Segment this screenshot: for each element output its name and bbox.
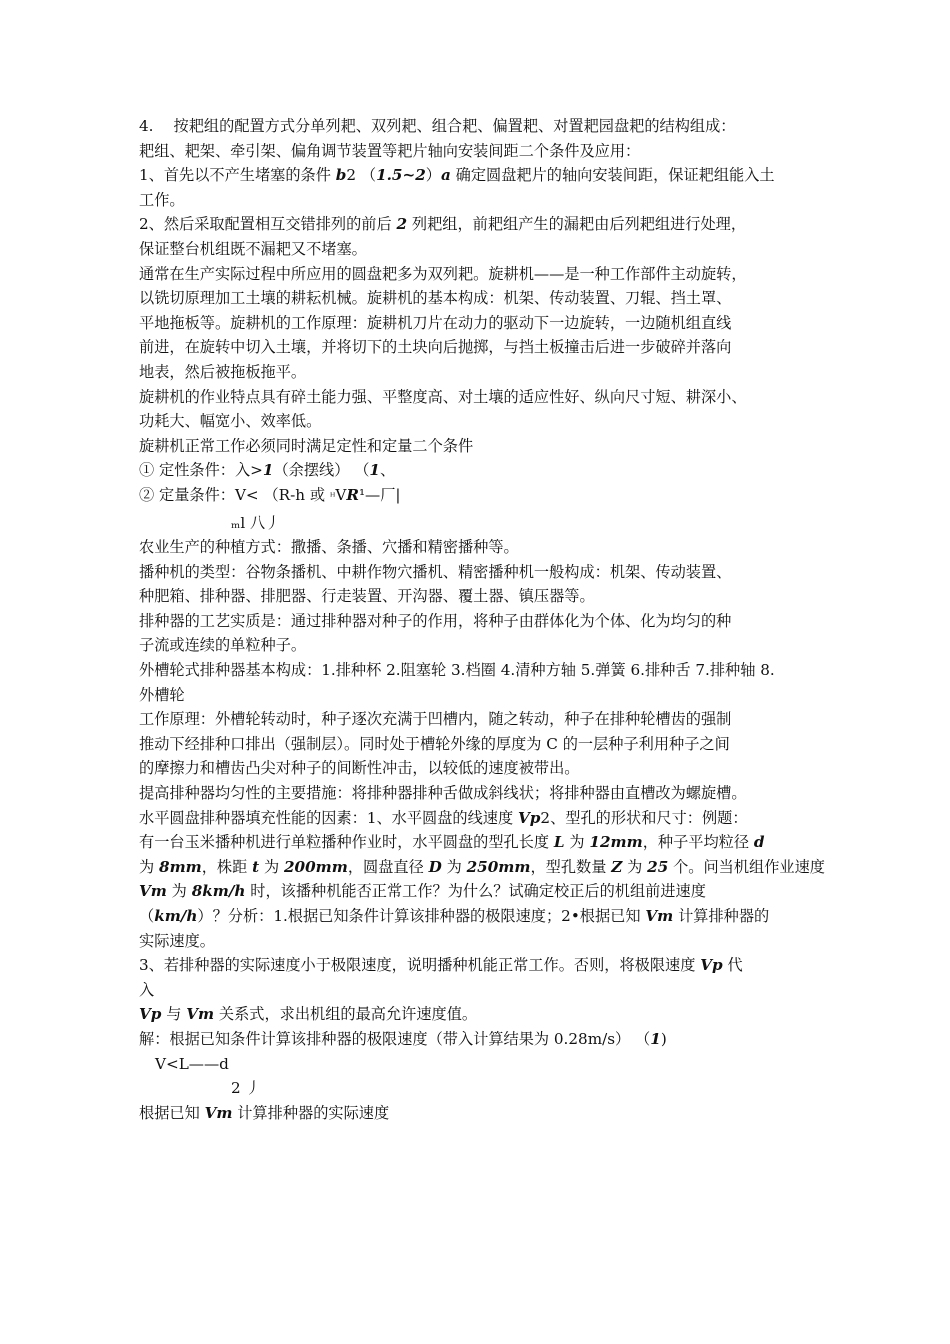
text-line bbox=[139, 806, 821, 831]
text-run: 为 bbox=[564, 833, 590, 852]
text-line bbox=[139, 385, 821, 410]
text-line bbox=[139, 311, 821, 336]
text-run: 外槽轮 bbox=[139, 685, 185, 704]
text-run: ₘl 八丿 bbox=[231, 513, 281, 532]
text-run: 代 bbox=[722, 956, 743, 975]
text-run: （ bbox=[139, 907, 155, 925]
text-run: 通常在生产实际过程中所应用的圆盘耙多为双列耙。旋耕机——是一种工作部件主动旋转， bbox=[139, 264, 747, 283]
text-line bbox=[139, 978, 821, 1003]
text-run: ）？分析：1.根据已知条件计算该排种器的极限速度；2•根据已知 bbox=[197, 907, 646, 925]
text-run: 农业生产的种植方式：撒播、条播、穴播和精密播种等。 bbox=[139, 538, 519, 557]
text-run: Vm bbox=[204, 1103, 233, 1122]
text-run: ᴴ bbox=[329, 491, 336, 503]
text-run: 功耗大、幅宽小、效率低。 bbox=[139, 412, 322, 431]
text-line bbox=[139, 188, 821, 213]
text-run: 有一台玉米播种机进行单粒播种作业时，水平圆盘的型孔长度 bbox=[139, 833, 554, 852]
text-line bbox=[139, 953, 821, 978]
text-run: 提高排种器均匀性的主要措施：将排种器排种舌做成斜线状；将排种器由直槽改为螺旋槽。 bbox=[139, 784, 747, 803]
text-line bbox=[139, 879, 821, 904]
text-run: d bbox=[753, 833, 765, 852]
text-line bbox=[139, 286, 821, 311]
text-run: 250mm bbox=[466, 857, 531, 876]
text-run: 计算排种器的实际速度 bbox=[232, 1103, 390, 1122]
text-run: 2、型孔的形状和尺寸：例题： bbox=[540, 808, 748, 827]
text-run: 8mm bbox=[159, 857, 202, 876]
text-run: 200mm bbox=[283, 857, 348, 876]
text-run: a bbox=[440, 166, 451, 185]
text-line bbox=[139, 139, 821, 164]
text-run: 保证整台机组既不漏耙又不堵塞。 bbox=[139, 239, 367, 258]
document-body bbox=[139, 114, 825, 1125]
text-run: 外槽轮式排种器基本构成：1.排种杯 2.阻塞轮 3.档圈 4.清种方轴 5.弹簧 6.排种舌 7.排种轴 8. bbox=[139, 661, 775, 680]
text-line bbox=[139, 658, 821, 683]
text-line bbox=[139, 163, 821, 188]
text-run: 为 bbox=[441, 857, 467, 876]
text-line bbox=[139, 114, 821, 139]
text-run: 平地拖板等。旋耕机的工作原理：旋耕机刀片在动力的驱动下一边旋转，一边随机组直线 bbox=[139, 313, 732, 332]
text-line bbox=[139, 609, 821, 634]
text-run: 8km/h bbox=[191, 882, 246, 901]
text-run: t bbox=[252, 857, 260, 876]
text-run: 1 bbox=[262, 461, 274, 480]
text-run: 、 bbox=[379, 461, 396, 480]
text-line bbox=[139, 1101, 821, 1126]
text-run: 1、首先以不产生堵塞的条件 bbox=[139, 166, 336, 185]
text-line bbox=[139, 535, 821, 560]
text-run: 2 丿 bbox=[231, 1079, 261, 1098]
text-run: ① 定性条件：入> bbox=[139, 461, 263, 480]
text-run: Vm bbox=[139, 882, 167, 901]
text-line bbox=[139, 262, 821, 287]
text-line bbox=[139, 633, 821, 658]
text-line bbox=[139, 560, 821, 585]
text-line bbox=[139, 1076, 821, 1101]
text-run: b bbox=[335, 166, 347, 185]
text-run: ，种子平均粒径 bbox=[642, 833, 754, 852]
text-run: 种肥箱、排种器、排肥器、行走装置、开沟器、覆土器、镇压器等。 bbox=[139, 587, 595, 606]
text-line bbox=[139, 511, 821, 536]
text-run: 为 bbox=[622, 857, 648, 876]
text-run: D bbox=[428, 857, 442, 876]
text-run: 1.5~2 bbox=[376, 166, 426, 185]
text-line bbox=[139, 360, 821, 385]
text-line bbox=[139, 434, 821, 459]
text-line bbox=[139, 409, 821, 434]
text-run: Vm bbox=[186, 1005, 215, 1024]
text-run: 1 bbox=[369, 461, 380, 480]
text-run: 个。问当机组作业速度 bbox=[668, 857, 825, 876]
text-run: ，圆盘直径 bbox=[347, 857, 429, 876]
text-run: 计算排种器的 bbox=[673, 907, 770, 925]
text-run: 地表，然后被拖板拖平。 bbox=[139, 362, 307, 381]
text-run: ② 定量条件：V< （R-h 或 bbox=[139, 485, 330, 504]
text-run: 为 bbox=[259, 857, 284, 876]
text-line bbox=[139, 707, 821, 732]
text-run: 1 bbox=[650, 1029, 661, 1048]
text-run: ) bbox=[660, 1029, 667, 1048]
text-line bbox=[139, 1002, 821, 1027]
text-line bbox=[139, 1052, 821, 1077]
text-run: 2 bbox=[396, 215, 408, 234]
text-run: 旋耕机的作业特点具有碎土能力强、平整度高、对土壤的适应性好、纵向尺寸短、耕深小、 bbox=[139, 387, 747, 406]
text-run: 工作。 bbox=[139, 190, 185, 209]
text-run: 水平圆盘排种器填充性能的因素：1、水平圆盘的线速度 bbox=[139, 808, 518, 827]
text-run: Vp bbox=[518, 808, 541, 827]
text-run: 前进，在旋转中切入土壤，并将切下的土块向后抛掷，与挡土板撞击后进一步破碎并落向 bbox=[139, 338, 732, 357]
text-run: 与 bbox=[161, 1005, 187, 1024]
text-run: 关系式，求出机组的最高允许速度值。 bbox=[214, 1005, 478, 1024]
text-run: ¹—厂| bbox=[358, 485, 401, 504]
text-run: 实际速度。 bbox=[139, 931, 215, 950]
text-run: Z bbox=[611, 857, 623, 876]
text-run: 推动下经排种口排出（强制层）。同时处于槽轮外缘的厚度为 C 的一层种子利用种子之间 bbox=[139, 734, 730, 753]
text-run: 的摩擦力和槽齿凸尖对种子的间断性冲击，以较低的速度被带出。 bbox=[139, 759, 580, 778]
text-line bbox=[139, 237, 821, 262]
text-run: 为 bbox=[139, 857, 160, 876]
text-run: 排种器的工艺实质是：通过排种器对种子的作用，将种子由群体化为个体、化为均匀的种 bbox=[139, 611, 732, 630]
text-run: 解：根据已知条件计算该排种器的极限速度（带入计算结果为 0.28m/s） （ bbox=[139, 1029, 651, 1048]
text-run: 旋耕机正常工作必须同时满足定性和定量二个条件 bbox=[139, 436, 474, 455]
text-run: 25 bbox=[647, 857, 669, 876]
text-run: R bbox=[346, 485, 359, 504]
text-run: Vm bbox=[645, 907, 674, 925]
text-line bbox=[139, 781, 821, 806]
text-line bbox=[139, 830, 821, 855]
text-run: 工作原理：外槽轮转动时，种子逐次充满于凹槽内，随之转动，种子在排种轮槽齿的强制 bbox=[139, 710, 732, 729]
text-run: 12mm bbox=[589, 833, 643, 852]
text-run: 耙组、耙架、牵引架、偏角调节装置等耙片轴向安装间距二个条件及应用： bbox=[139, 141, 641, 160]
text-line bbox=[139, 1027, 821, 1052]
text-run: L bbox=[553, 833, 565, 852]
text-run: 时，该播种机能否正常工作？为什么？试确定校正后的机组前进速度 bbox=[245, 882, 706, 901]
text-run: ） bbox=[425, 166, 441, 185]
text-run: 根据已知 bbox=[139, 1103, 205, 1122]
text-line bbox=[139, 756, 821, 781]
text-run: 2、然后采取配置相互交错排列的前后 bbox=[139, 215, 397, 234]
text-run: 确定圆盘耙片的轴向安装间距，保证耙组能入土 bbox=[450, 166, 775, 185]
text-run: 列耙组，前耙组产生的漏耙由后列耙组进行处理， bbox=[407, 215, 747, 234]
text-run: 4. 按耙组的配置方式分单列耙、双列耙、组合耙、偏置耙、对置耙园盘耙的结构组成： bbox=[139, 117, 736, 135]
text-run: V bbox=[335, 485, 347, 504]
text-line bbox=[139, 732, 821, 757]
text-run: ，型孔数量 bbox=[530, 857, 612, 876]
text-line bbox=[139, 584, 821, 609]
text-run: 子流或连续的单粒种子。 bbox=[139, 636, 307, 655]
text-run: 播种机的类型：谷物条播机、中耕作物穴播机、精密播种机一般构成：机架、传动装置、 bbox=[139, 562, 732, 581]
text-line bbox=[139, 335, 821, 360]
text-run: 为 bbox=[166, 882, 192, 901]
text-run: ，株距 bbox=[201, 857, 253, 876]
text-line bbox=[139, 855, 825, 880]
text-line bbox=[139, 683, 821, 708]
text-line bbox=[139, 929, 821, 954]
text-line bbox=[139, 483, 821, 511]
text-line bbox=[139, 904, 821, 929]
text-run: （余摆线） （ bbox=[273, 461, 370, 480]
text-run: V<L——d bbox=[155, 1054, 229, 1073]
text-run: km/h bbox=[154, 907, 198, 925]
text-run: 3、若排种器的实际速度小于极限速度，说明播种机能正常工作。否则，将极限速度 bbox=[139, 956, 701, 975]
text-run: 以铣切原理加工土壤的耕耘机械。旋耕机的基本构成：机架、传动装置、刀辊、挡土罩、 bbox=[139, 289, 732, 308]
text-run: 2 （ bbox=[346, 166, 377, 185]
text-run: Vp bbox=[700, 956, 723, 975]
text-run: Vp bbox=[139, 1005, 162, 1024]
text-run: 入 bbox=[139, 980, 155, 999]
text-line bbox=[139, 212, 821, 237]
text-line bbox=[139, 458, 821, 483]
